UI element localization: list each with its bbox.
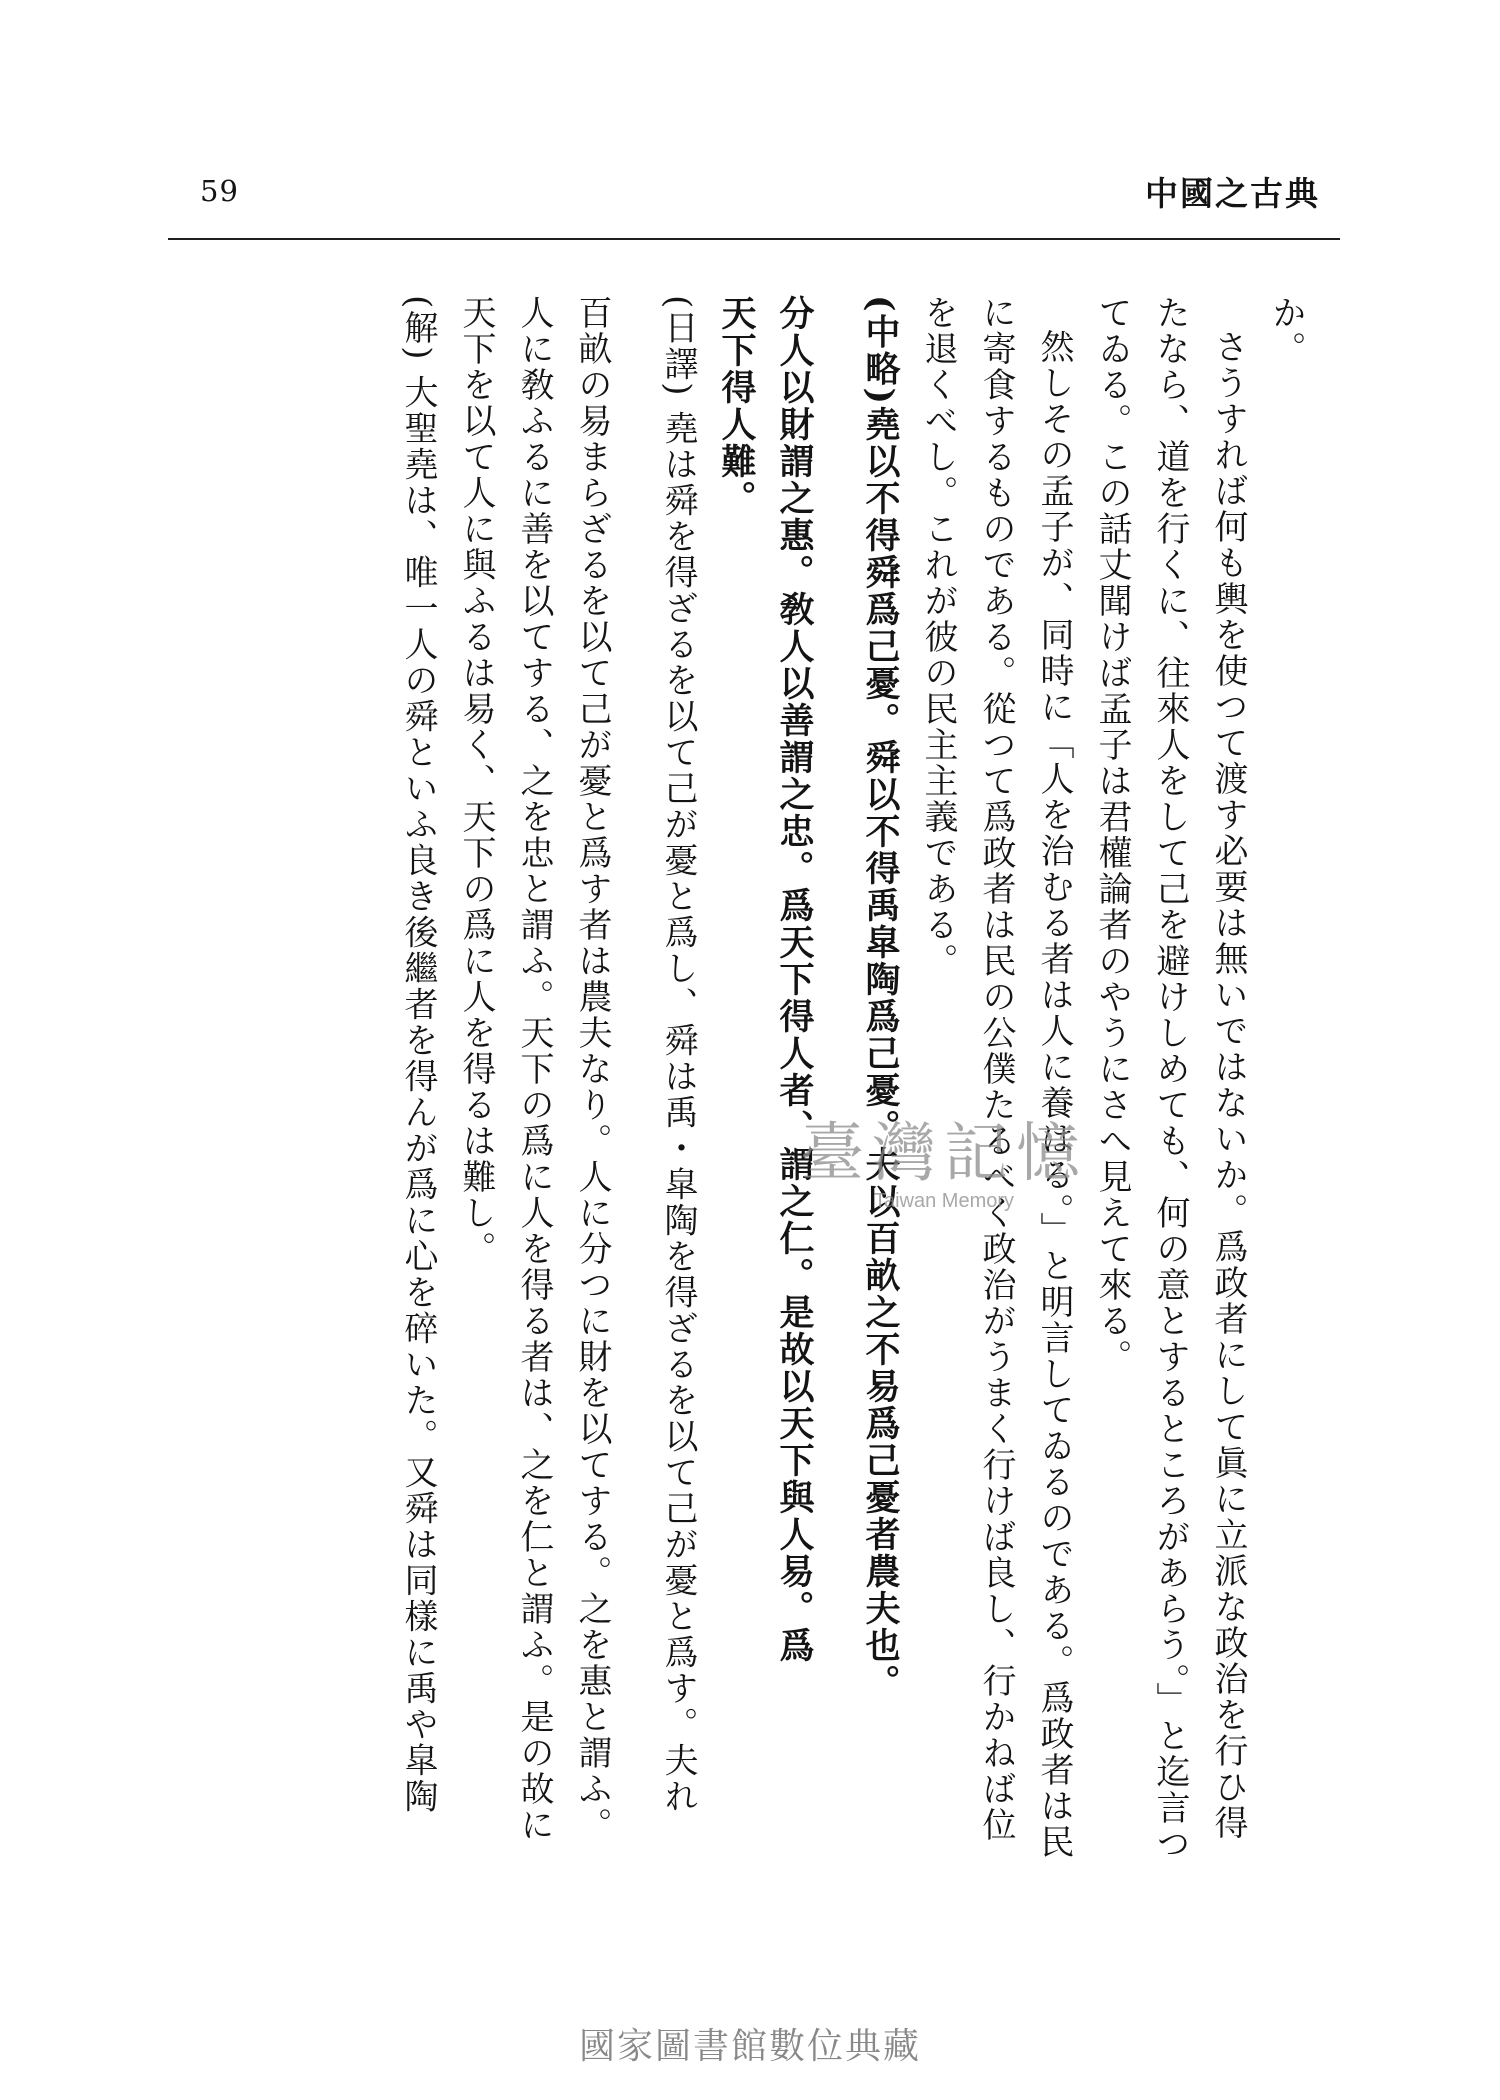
translation-column: (日譯) 堯は舜を得ざるを以て己が憂と爲し、舜は禹・皐陶を得ざるを以て己が憂と爲す。夫れ (658, 295, 698, 1815)
translation-column: 天下を以て人に與ふるは易く、天下の爲に人を得るは難し。 (456, 295, 496, 1267)
text-column: たなら、道を行くに、往來人をして己を避けしめても、何の意とするところがあらう。」と迄言つ (1150, 295, 1190, 1862)
translation-column: 人に敎ふるに善を以てする、之を忠と謂ふ。天下の爲に人を得る者は、之を仁と謂ふ。是の故に (514, 295, 554, 1843)
watermark (800, 1102, 1088, 1213)
translation-column: 百畝の易まらざるを以て己が憂と爲す者は農夫なり。人に分つに財を以てする。之を惠と謂ふ。 (572, 295, 612, 1843)
watermark-english: Taiwan Memory (873, 1190, 1015, 1212)
footer-credit: 國家圖書館數位典藏 (578, 2026, 921, 2067)
running-title: 中國之古典 (1145, 174, 1320, 213)
text-column: 然しその孟子が、同時に「人を治むる者は人に養はる。」と明言してゐるのである。爲政者は民 (1034, 329, 1074, 1860)
vertical-text-block (165, 295, 1315, 1995)
text-column: に寄食するものである。從つて爲政者は民の公僕たるべく政治がうまく行けば良し、行かねば位 (976, 295, 1016, 1843)
quoted-text-column: 天下得人難。 (716, 295, 757, 517)
quoted-text-column: 分人以財謂之惠。敎人以善謂之忠。爲天下得人者、謂之仁。是故以天下與人易。爲 (774, 295, 815, 1664)
page-number: 59 (200, 174, 239, 208)
commentary-column: (解) 大聖堯は、唯一人の舜といふ良き後繼者を得んが爲に心を碎いた。又舜は同樣に禹や皐陶 (398, 295, 438, 1815)
quoted-text-column: (中略)堯以不得舜爲己憂。舜以不得禹皐陶爲己憂。夫以百畝之不易爲己憂者農夫也。 (860, 295, 901, 1702)
text-column: か。 (1266, 295, 1306, 367)
text-column: を退くべし。これが彼の民主主義である。 (918, 295, 958, 979)
header-rule (168, 238, 1340, 240)
text-column: さうすれば何も輿を使つて渡す必要は無いではないか。爲政者にして眞に立派な政治を行ひ得 (1208, 329, 1248, 1841)
watermark-chinese: 臺灣記憶 (800, 1117, 1088, 1191)
text-column: てゐる。この話丈聞けば孟子は君權論者のやうにさへ見えて來る。 (1092, 295, 1132, 1375)
